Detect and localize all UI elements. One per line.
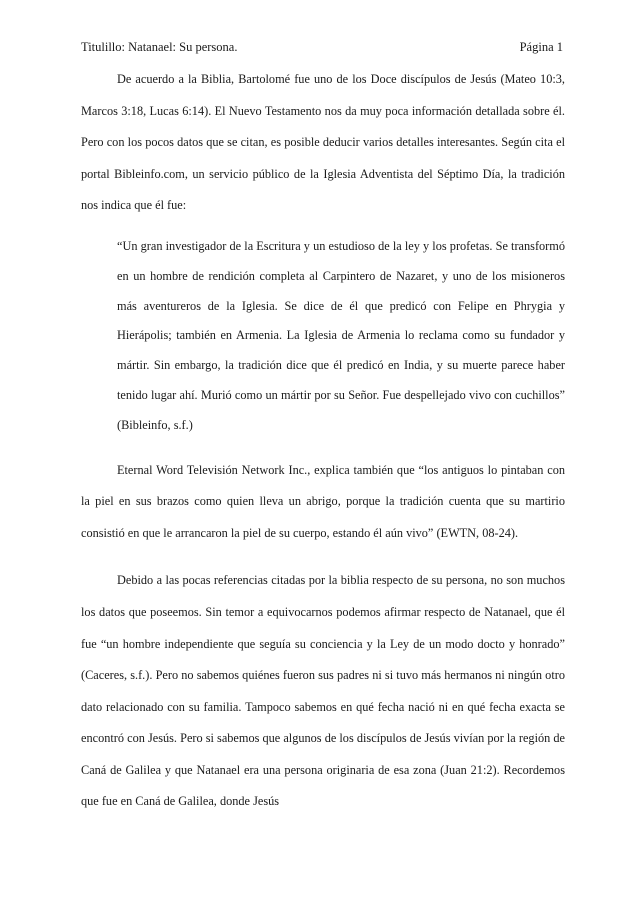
document-body	[81, 64, 565, 818]
page-number: Página 1	[519, 40, 563, 54]
paragraph-ewtn: Eternal Word Televisión Network Inc., explica también que “los antiguos lo pintaban con la piel en sus brazos como quien lleva un abrigo, porque la tradición cuenta que su martirio consistió en que le arrancaron la piel de su cuerpo, estando él aún vivo” (EWTN, 08-24).	[81, 462, 565, 540]
paragraph-references: Debido a las pocas referencias citadas por la biblia respecto de su persona, no son muchos los datos que poseemos. Sin temor a equivocarnos podemos afirmar respecto de Natanael, que él fue “un hombre independiente que seguía su conciencia y la Ley de un modo docto y honrado” (Caceres, s.f.). Pero no sabemos quiénes fueron sus padres ni si tuvo más hermanos ni ningún otro dato relacionado con su familia. Tampoco sabemos en qué fecha nació ni en qué fecha exacta se encontró con Jesús. Pero si sabemos que algunos de los discípulos de Jesús vivían por la región de Caná de Galilea y que Natanael era una persona originaria de esa zona (Juan 21:2). Recordemos que fue en Caná de Galilea, donde Jesús	[81, 573, 565, 809]
running-head-title: Titulillo: Natanael: Su persona.	[81, 40, 238, 54]
block-quote: “Un gran investigador de la Escritura y un estudioso de la ley y los profetas. Se transformó en un hombre de rendición completa al Carpintero de Nazaret, y uno de los misioneros más aventureros de la Iglesia. Se dice de él que predicó con Felipe en Phrygia y Hierápolis; también en Armenia. La Iglesia de Armenia lo reclama como su fundador y mártir. Sin embargo, la tradición dice que él predicó en India, y su muerte parece haber tenido lugar ahí. Murió como un mártir por su Señor. Fue despellejado vivo con cuchillos” (Bibleinfo, s.f.)	[117, 238, 565, 432]
running-header	[81, 39, 563, 55]
paragraph-intro: De acuerdo a la Biblia, Bartolomé fue uno de los Doce discípulos de Jesús (Mateo 10:3, Marcos 3:18, Lucas 6:14). El Nuevo Testamento nos da muy poca información detallada sobre él. Pero con los pocos datos que se citan, es posible deducir varios detalles interesantes. Según cita el portal Bibleinfo.com, un servicio público de la Iglesia Adventista del Séptimo Día, la tradición nos indica que él fue:	[81, 72, 565, 213]
